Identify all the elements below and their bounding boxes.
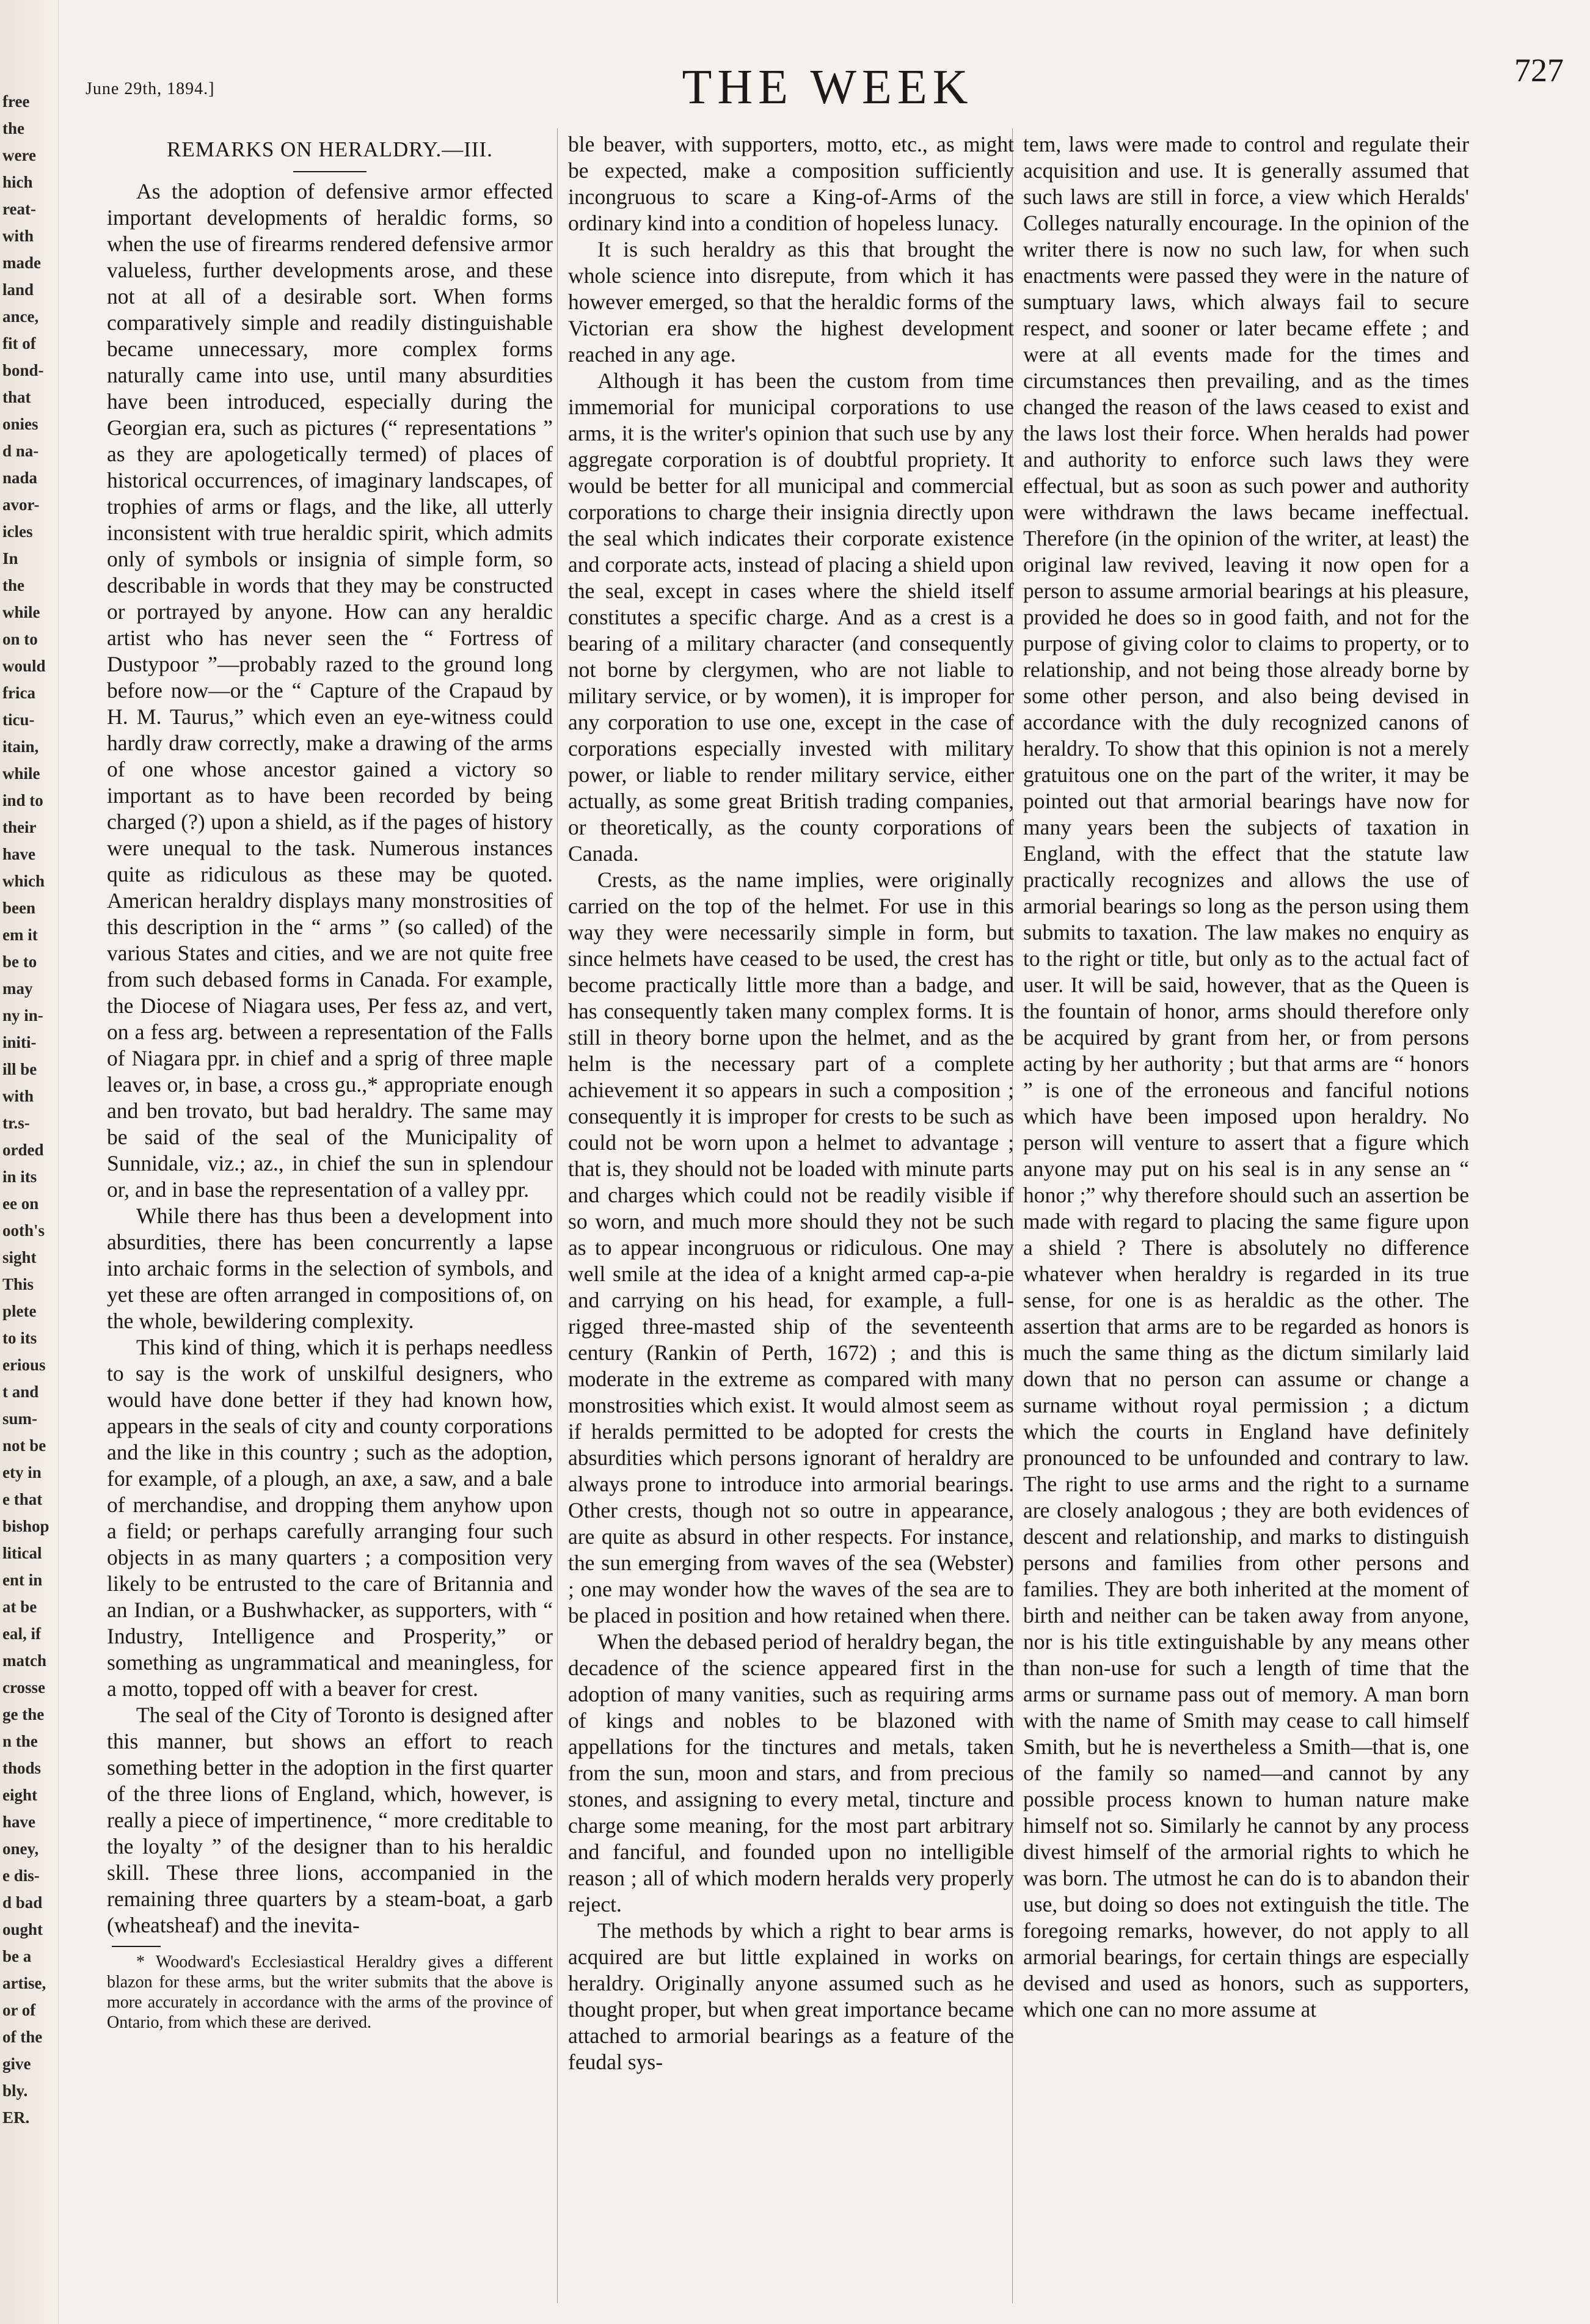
margin-fragment: to its bbox=[2, 1329, 37, 1347]
margin-fragment: not be bbox=[2, 1436, 46, 1455]
margin-fragment: ent in bbox=[2, 1571, 43, 1589]
margin-fragment: litical bbox=[2, 1544, 42, 1562]
column-rule bbox=[557, 128, 558, 2303]
masthead: THE WEEK bbox=[682, 60, 974, 114]
margin-fragment: reat- bbox=[2, 200, 36, 218]
margin-fragment: eal, if bbox=[2, 1624, 41, 1643]
margin-fragment: bishop bbox=[2, 1517, 49, 1535]
paragraph: When the debased period of heraldry began, the decadence of the science appeared first in the adoption of many vanities, such as requiring arms of kings and nobles to be blazoned with appellations for the tinctures and metals, taken from the sun, moon and stars, and from precious stones, and assigning to every metal, tincture and charge some meaning, for the most part arbitrary and fanciful, and founded upon no intelligible reason ; all of which modern heralds very properly reject. bbox=[568, 1629, 1014, 1917]
margin-fragment: bly. bbox=[2, 2081, 28, 2100]
margin-fragment: or of bbox=[2, 2001, 36, 2019]
margin-fragment: that bbox=[2, 388, 31, 406]
issue-date: June 29th, 1894.] bbox=[86, 79, 215, 98]
margin-fragment: ill be bbox=[2, 1060, 37, 1078]
margin-fragment: would bbox=[2, 657, 46, 675]
margin-fragment: d na- bbox=[2, 442, 39, 460]
margin-fragment: be a bbox=[2, 1947, 32, 1965]
margin-fragment: with bbox=[2, 1087, 34, 1105]
margin-fragment: e dis- bbox=[2, 1866, 40, 1885]
margin-fragment: ance, bbox=[2, 307, 39, 326]
margin-fragment: d bad bbox=[2, 1893, 43, 1912]
margin-fragment: plete bbox=[2, 1302, 37, 1320]
margin-fragment: artise, bbox=[2, 1974, 46, 1992]
margin-fragment: bond- bbox=[2, 361, 44, 379]
title-rule bbox=[293, 171, 367, 172]
margin-fragment: land bbox=[2, 280, 34, 299]
margin-fragment: n the bbox=[2, 1732, 38, 1750]
margin-fragment: ge the bbox=[2, 1705, 45, 1723]
paragraph: Crests, as the name implies, were originally carried on the top of the helmet. For use in this way they were necessarily simple in form, but since helmets have ceased to be used, the crest has become practically little more than a badge, and has consequently taken many complex forms. It is still in theory borne upon the helmet, and as the helm is the necessary part of a complete achievement it so appears in such a composition ; consequently it is improper for crests to be such as could not be worn upon a helmet to advantage ; that is, they should not be loaded with minute parts and charges which could not be readily visible if so worn, and much more should they not be such as to appear incongruous or ridiculous. One may well smile at the idea of a knight armed cap-a-pie and carrying on his head, for example, a full-rigged three-masted ship of the seventeenth century (Rankin of Perth, 1672) ; and this is moderate in the extreme as compared with many monstrosities which exist. It would almost seem as if heralds permitted to be adopted for crests the absurdities which persons ignorant of heraldry are always prone to introduce into armorial bearings. Other crests, though not so outre in appearance, are quite as absurd in other respects. For instance, the sun emerging from waves of the sea (Webster) ; one may wonder how the waves of the sea are to be placed in position and how retained when there. bbox=[568, 868, 1014, 1628]
margin-fragment: sight bbox=[2, 1248, 37, 1266]
margin-fragment: be to bbox=[2, 952, 37, 971]
margin-fragment: of the bbox=[2, 2028, 43, 2046]
margin-fragment: In bbox=[2, 549, 18, 568]
margin-fragment: fit of bbox=[2, 334, 36, 353]
margin-fragment: ee on bbox=[2, 1194, 39, 1213]
paragraph: This kind of thing, which it is perhaps needless to say is the work of unskilful designers, who would have done better if they had known how, appears in the seals of city and county corporations and the like in this country ; such as the adoption, for example, of a plough, an axe, a saw, and a bale of merchandise, and dropping them anyhow upon a field; or perhaps carefully arranging four such objects in as many quarters ; a composition very likely to be entrusted to the care of Britannia and an Indian, or a Bushwhacker, as supporters, with “ Industry, Intelligence and Prosperity,” or something as ungrammatical and meaningless, for a motto, topped off with a beaver for crest. bbox=[107, 1335, 553, 1701]
margin-fragment: hich bbox=[2, 173, 33, 191]
margin-fragment: This bbox=[2, 1275, 34, 1293]
margin-fragment: orded bbox=[2, 1141, 44, 1159]
margin-fragment: at be bbox=[2, 1598, 37, 1616]
margin-fragment: ticu- bbox=[2, 711, 35, 729]
margin-fragment: while bbox=[2, 764, 40, 783]
paragraph: The seal of the City of Toronto is designed after this manner, but shows an effort to reach something better in the adoption in the first quarter of the three lions of England, which, however, is really a piece of impertinence, “ more creditable to the loyalty ” of the designer than to his heraldic skill. These three lions, accompanied in the remaining three quarters by a steam-boat, a garb (wheatsheaf) and the inevita- bbox=[107, 1703, 553, 1937]
margin-fragment: sum- bbox=[2, 1409, 38, 1428]
page-header bbox=[86, 43, 1570, 116]
footnote: * Woodward's Ecclesiastical Heraldry gives a different blazon for these arms, but the writer submits that the above is more accurately in accordance with the arms of the province of Ontario, from which these are derived. bbox=[107, 1953, 553, 2032]
page-number: 727 bbox=[1514, 52, 1564, 89]
paragraph: While there has thus been a development into absurdities, there has been concurrently a lapse into archaic forms in the selection of symbols, and yet these are often arranged in compositions of, on the whole, bewildering complexity. bbox=[107, 1204, 553, 1333]
margin-fragment: were bbox=[2, 146, 36, 164]
margin-fragment: the bbox=[2, 576, 24, 594]
margin-fragment: icles bbox=[2, 522, 33, 541]
left-margin-strip bbox=[0, 0, 59, 2324]
margin-fragment: been bbox=[2, 899, 35, 917]
margin-fragment: on to bbox=[2, 630, 38, 648]
margin-fragment: initi- bbox=[2, 1033, 37, 1051]
margin-fragment: nada bbox=[2, 469, 38, 487]
margin-fragment: made bbox=[2, 254, 41, 272]
paragraph: It is such heraldry as this that brought the whole science into disrepute, from which it has however emerged, so that the heraldic forms of the Victorian era show the highest development reached in any age. bbox=[568, 237, 1014, 367]
margin-fragment: free bbox=[2, 92, 30, 111]
margin-fragment: em it bbox=[2, 926, 38, 944]
margin-fragment: ought bbox=[2, 1920, 43, 1938]
margin-fragment: while bbox=[2, 603, 40, 621]
margin-fragment: avor- bbox=[2, 495, 40, 514]
margin-fragment: may bbox=[2, 979, 33, 998]
margin-fragment: the bbox=[2, 119, 24, 137]
margin-fragment: frica bbox=[2, 684, 35, 702]
margin-fragment: itain, bbox=[2, 737, 39, 756]
paragraph: tem, laws were made to control and regulate their acquisition and use. It is generally assumed that such laws are still in force, a view which Heralds' Colleges naturally encourage. In the opinion of the writer there is now no such law, for when such enactments were passed they were in the nature of sumptuary laws, which always fail to secure respect, and sooner or later became effete ; and were at all events made for the times and circumstances then prevailing, and as the times changed the reason of the laws ceased to exist and the laws lost their force. When heralds had power and authority to enforce such laws they were effectual, but as soon as such power and authority were withdrawn the laws became ineffectual. Therefore (in the opinion of the writer, at least) the original law revived, leaving it now open for a person to assume armorial bearings at his pleasure, provided he does so in good faith, and not for the purpose of giving color to claims to property, or to relationship, and not being those already borne by some other person, and also being devised in accordance with the duly recognized canons of heraldry. To show that this opinion is not a merely gratuitous one on the part of the writer, it may be pointed out that armorial bearings have now for many years been the subjects of taxation in England, with the effect that the statute law practically recognizes and allows the use of armorial bearings so long as the person using them submits to taxation. The law makes no enquiry as to the right or title, but only as to the actual fact of user. It will be said, however, that as the Queen is the fountain of honor, arms should therefore only be acquired by grant from her, or from persons acting by her authority ; but that arms are “ honors ” is one of the erroneous and fanciful notions which have been imposed upon heraldry. No person will venture to assert that a figure which anyone may put on his seal is in any sense an “ honor ;” why therefore should such an assertion be made with regard to placing the same figure upon a shield ? There is absolutely no difference whatever when heraldry is regarded in its true sense, for one is as heraldic as the other. The assertion that arms are to be regarded as honors is much the same thing as the dictum similarly laid down that no person can assume or change a surname without royal permission ; a dictum which the courts in England have definitely pronounced to be unfounded and contrary to law. The right to use arms and the right to a surname are closely analogous ; they are both evidences of descent and relationship, and marks to distinguish persons and families from other persons and families. They are both inherited at the moment of birth and neither can be taken away from anyone, nor is his title extinguishable by any means other than non-use for such a length of time that the arms or surname pass out of memory. A man born with the name of Smith may cease to call himself Smith, but he is nevertheless a Smith—that is, one of the family so named—and cannot by any possible process known to human nature make himself not so. Similarly he cannot by any process divest himself of the armorial rights to which he was born. The utmost he can do is to abandon their use, but doing so does not extinguish the title. The foregoing remarks, however, do not apply to all armorial bearings, for certain things are especially devised and used as honors, such as supporters, which one can no more assume at bbox=[1023, 132, 1469, 2022]
margin-fragment: in its bbox=[2, 1167, 37, 1186]
margin-fragment: ooth's bbox=[2, 1221, 45, 1240]
column-2 bbox=[568, 131, 1014, 2306]
column-1 bbox=[107, 131, 553, 2306]
margin-fragment: give bbox=[2, 2055, 31, 2073]
column-3 bbox=[1023, 131, 1469, 2306]
footnote-rule bbox=[112, 1946, 161, 1947]
margin-fragment: crosse bbox=[2, 1678, 45, 1697]
margin-fragment: match bbox=[2, 1651, 46, 1670]
paragraph: As the adoption of defensive armor effected important developments of heraldic forms, so when the use of firearms rendered defensive armor valueless, further developments arose, and these not at all of a desirable sort. When forms comparatively simple and readily distinguishable became unnecessary, more complex forms naturally came into use, until many absurdities have been introduced, especially during the Georgian era, such as pictures (“ representations ” as they are apologetically termed) of places of historical occurrences, of imaginary landscapes, of trophies of arms or flags, and the like, all utterly inconsistent with true heraldic spirit, which admits only of symbols or insignia of simple form, so describable in words that they may be constructed or portrayed by anyone. How can any heraldic artist who has never seen the “ Fortress of Dustypoor ”—probably razed to the ground long before now—or the “ Capture of the Crapaud by H. M. Taurus,” which even an eye-witness could hardly draw correctly, make a drawing of the arms of one whose ancestor gained a victory so important as to have been recorded by being charged (?) upon a shield, as if the pages of history were unequal to the task. Numerous instances quite as ridiculous as these may be quoted. American heraldry displays many monstrosities of this description in the “ arms ” (so called) of the various States and cities, and we are not quite free from such debased forms in Canada. For example, the Diocese of Niagara uses, Per fess az, and vert, on a fess arg. between a representation of the Falls of Niagara ppr. in chief and a sprig of three maple leaves or, in base, a cross gu.,* appropriate enough and ben trovato, but bad heraldry. The same may be said of the seal of the Municipality of Sunnidale, viz.; az., in chief the sun in splendour or, and in base the representation of a valley ppr. bbox=[107, 179, 553, 1202]
margin-fragment: tr.s- bbox=[2, 1114, 30, 1132]
margin-fragment: have bbox=[2, 1813, 35, 1831]
margin-fragment: e that bbox=[2, 1490, 43, 1508]
paragraph: Although it has been the custom from time immemorial for municipal corporations to use arms, it is the writer's opinion that such use by any aggregate corporation is of doubtful propriety. It would be better for all municipal and commercial corporations to charge their insignia directly upon the seal which indicates their corporate existence and corporate acts, instead of placing a shield upon the seal, except in cases where the shield itself constitutes a specific charge. And as a crest is a bearing of a military character (and consequently not borne by clergymen, who are not liable to military service, or by women), it is improper for any corporation to use one, except in the case of corporations especially invested with military power, or liable to render military service, either actually, as some great British trading companies, or theoretically, as the county corporations of Canada. bbox=[568, 368, 1014, 866]
article-title: REMARKS ON HERALDRY.—III. bbox=[167, 137, 493, 161]
margin-fragment: which bbox=[2, 872, 45, 890]
margin-fragment: their bbox=[2, 818, 37, 836]
margin-fragment: thods bbox=[2, 1759, 42, 1777]
margin-fragment: eight bbox=[2, 1786, 37, 1804]
margin-fragment: ny in- bbox=[2, 1006, 43, 1025]
margin-fragment: with bbox=[2, 227, 34, 245]
margin-fragment: onies bbox=[2, 415, 38, 433]
paragraph: ble beaver, with supporters, motto, etc., as might be expected, make a composition sufficiently incongruous to scare a King-of-Arms of the ordinary kind into a condition of hopeless lunacy. bbox=[568, 132, 1014, 235]
margin-fragment: ety in bbox=[2, 1463, 42, 1482]
margin-fragment: ER. bbox=[2, 2108, 30, 2127]
margin-fragment: ind to bbox=[2, 791, 43, 809]
margin-fragment: oney, bbox=[2, 1840, 39, 1858]
margin-fragment: erious bbox=[2, 1356, 46, 1374]
paragraph: The methods by which a right to bear arms is acquired are but little explained in works on heraldry. Originally anyone assumed such as he thought proper, but when great importance became attached to armorial bearings as a feature of the feudal sys- bbox=[568, 1918, 1014, 2074]
margin-fragment: t and bbox=[2, 1383, 39, 1401]
margin-fragment: have bbox=[2, 845, 35, 863]
